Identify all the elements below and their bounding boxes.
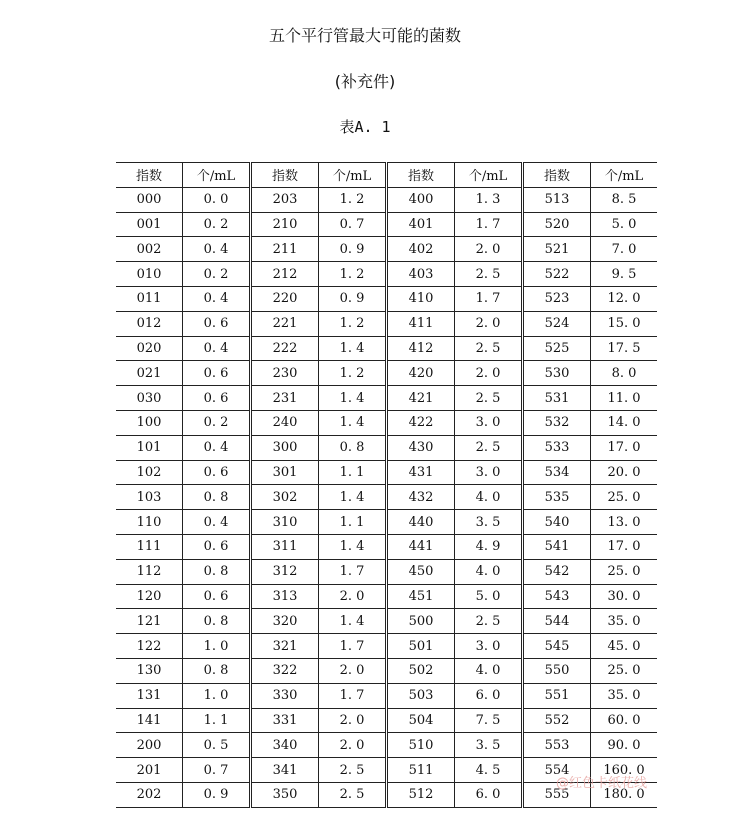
index-cell: 231 (251, 386, 319, 411)
header-index: 指数 (116, 163, 183, 188)
value-cell: 12. 0 (591, 286, 658, 311)
index-cell: 504 (387, 708, 455, 733)
index-cell: 520 (523, 212, 591, 237)
value-cell: 0. 4 (183, 510, 251, 535)
index-cell: 431 (387, 460, 455, 485)
value-cell: 2. 0 (455, 237, 523, 262)
table-row (116, 311, 657, 336)
value-cell: 13. 0 (591, 510, 658, 535)
index-cell: 222 (251, 336, 319, 361)
value-cell: 0. 0 (183, 187, 251, 212)
index-cell: 101 (116, 435, 183, 460)
value-cell: 3. 0 (455, 460, 523, 485)
index-cell: 221 (251, 311, 319, 336)
index-cell: 131 (116, 683, 183, 708)
value-cell: 2. 5 (455, 386, 523, 411)
value-cell: 9. 5 (591, 262, 658, 287)
index-cell: 322 (251, 658, 319, 683)
index-cell: 513 (523, 187, 591, 212)
index-cell: 511 (387, 758, 455, 783)
value-cell: 1. 1 (183, 708, 251, 733)
index-cell: 532 (523, 410, 591, 435)
value-cell: 2. 5 (455, 336, 523, 361)
value-cell: 2. 0 (319, 708, 387, 733)
value-cell: 0. 6 (183, 534, 251, 559)
index-cell: 535 (523, 485, 591, 510)
index-cell: 240 (251, 410, 319, 435)
value-cell: 0. 6 (183, 386, 251, 411)
index-cell: 421 (387, 386, 455, 411)
table-row (116, 534, 657, 559)
value-cell: 0. 8 (319, 435, 387, 460)
index-cell: 510 (387, 733, 455, 758)
table-row (116, 609, 657, 634)
value-cell: 0. 4 (183, 336, 251, 361)
value-cell: 0. 2 (183, 410, 251, 435)
index-cell: 331 (251, 708, 319, 733)
value-cell: 17. 0 (591, 534, 658, 559)
index-cell: 310 (251, 510, 319, 535)
table-row (116, 410, 657, 435)
value-cell: 20. 0 (591, 460, 658, 485)
value-cell: 0. 8 (183, 609, 251, 634)
index-cell: 312 (251, 559, 319, 584)
value-cell: 1. 7 (319, 683, 387, 708)
value-cell: 6. 0 (455, 782, 523, 807)
index-cell: 012 (116, 311, 183, 336)
index-cell: 544 (523, 609, 591, 634)
value-cell: 3. 5 (455, 733, 523, 758)
header-index: 指数 (251, 163, 319, 188)
index-cell: 341 (251, 758, 319, 783)
value-cell: 2. 5 (319, 758, 387, 783)
value-cell: 6. 0 (455, 683, 523, 708)
index-cell: 330 (251, 683, 319, 708)
value-cell: 11. 0 (591, 386, 658, 411)
index-cell: 122 (116, 634, 183, 659)
index-cell: 300 (251, 435, 319, 460)
index-cell: 541 (523, 534, 591, 559)
value-cell: 35. 0 (591, 609, 658, 634)
value-cell: 5. 0 (591, 212, 658, 237)
table-row (116, 212, 657, 237)
value-cell: 2. 5 (455, 435, 523, 460)
index-cell: 202 (116, 782, 183, 807)
index-cell: 200 (116, 733, 183, 758)
header-value: 个/mL (455, 163, 523, 188)
index-cell: 403 (387, 262, 455, 287)
value-cell: 0. 4 (183, 237, 251, 262)
value-cell: 1. 1 (319, 510, 387, 535)
value-cell: 4. 9 (455, 534, 523, 559)
index-cell: 321 (251, 634, 319, 659)
value-cell: 2. 0 (455, 311, 523, 336)
value-cell: 1. 7 (319, 559, 387, 584)
value-cell: 1. 4 (319, 410, 387, 435)
index-cell: 021 (116, 361, 183, 386)
value-cell: 1. 2 (319, 262, 387, 287)
value-cell: 0. 4 (183, 286, 251, 311)
value-cell: 0. 6 (183, 584, 251, 609)
index-cell: 011 (116, 286, 183, 311)
index-cell: 410 (387, 286, 455, 311)
index-cell: 500 (387, 609, 455, 634)
index-cell: 120 (116, 584, 183, 609)
value-cell: 3. 0 (455, 634, 523, 659)
index-cell: 020 (116, 336, 183, 361)
index-cell: 522 (523, 262, 591, 287)
table-row (116, 262, 657, 287)
value-cell: 1. 2 (319, 361, 387, 386)
index-cell: 450 (387, 559, 455, 584)
index-cell: 523 (523, 286, 591, 311)
value-cell: 3. 5 (455, 510, 523, 535)
watermark: @红色卡纸花线 (556, 776, 648, 791)
index-cell: 501 (387, 634, 455, 659)
table-row (116, 485, 657, 510)
mpn-table (116, 162, 657, 808)
table-row (116, 460, 657, 485)
index-cell: 540 (523, 510, 591, 535)
header-value: 个/mL (591, 163, 658, 188)
value-cell: 1. 0 (183, 634, 251, 659)
index-cell: 110 (116, 510, 183, 535)
index-cell: 503 (387, 683, 455, 708)
value-cell: 2. 0 (319, 584, 387, 609)
index-cell: 422 (387, 410, 455, 435)
value-cell: 2. 0 (455, 361, 523, 386)
index-cell: 311 (251, 534, 319, 559)
value-cell: 45. 0 (591, 634, 658, 659)
index-cell: 121 (116, 609, 183, 634)
value-cell: 7. 5 (455, 708, 523, 733)
table-row (116, 386, 657, 411)
index-cell: 141 (116, 708, 183, 733)
value-cell: 1. 2 (319, 187, 387, 212)
header-index: 指数 (523, 163, 591, 188)
index-cell: 203 (251, 187, 319, 212)
index-cell: 521 (523, 237, 591, 262)
index-cell: 103 (116, 485, 183, 510)
table-row (116, 584, 657, 609)
table-row (116, 286, 657, 311)
index-cell: 412 (387, 336, 455, 361)
value-cell: 60. 0 (591, 708, 658, 733)
value-cell: 4. 0 (455, 485, 523, 510)
value-cell: 30. 0 (591, 584, 658, 609)
index-cell: 440 (387, 510, 455, 535)
table-row (116, 237, 657, 262)
value-cell: 17. 0 (591, 435, 658, 460)
index-cell: 554 (523, 758, 591, 783)
index-cell: 112 (116, 559, 183, 584)
value-cell: 1. 4 (319, 609, 387, 634)
index-cell: 430 (387, 435, 455, 460)
index-cell: 010 (116, 262, 183, 287)
index-cell: 401 (387, 212, 455, 237)
value-cell: 0. 6 (183, 311, 251, 336)
value-cell: 2. 0 (319, 733, 387, 758)
value-cell: 1. 0 (183, 683, 251, 708)
index-cell: 534 (523, 460, 591, 485)
value-cell: 1. 4 (319, 534, 387, 559)
index-cell: 001 (116, 212, 183, 237)
table-row (116, 510, 657, 535)
index-cell: 402 (387, 237, 455, 262)
table-row (116, 658, 657, 683)
index-cell: 502 (387, 658, 455, 683)
value-cell: 2. 5 (455, 609, 523, 634)
index-cell: 512 (387, 782, 455, 807)
value-cell: 1. 7 (319, 634, 387, 659)
value-cell: 25. 0 (591, 559, 658, 584)
value-cell: 0. 2 (183, 212, 251, 237)
index-cell: 553 (523, 733, 591, 758)
table-body (116, 187, 657, 807)
index-cell: 030 (116, 386, 183, 411)
index-cell: 524 (523, 311, 591, 336)
value-cell: 25. 0 (591, 658, 658, 683)
value-cell: 0. 9 (319, 237, 387, 262)
value-cell: 0. 9 (319, 286, 387, 311)
index-cell: 411 (387, 311, 455, 336)
value-cell: 0. 8 (183, 485, 251, 510)
document-title: 五个平行管最大可能的菌数 (268, 26, 461, 45)
value-cell: 1. 3 (455, 187, 523, 212)
index-cell: 100 (116, 410, 183, 435)
value-cell: 1. 4 (319, 485, 387, 510)
value-cell: 15. 0 (591, 311, 658, 336)
index-cell: 533 (523, 435, 591, 460)
index-cell: 530 (523, 361, 591, 386)
index-cell: 542 (523, 559, 591, 584)
value-cell: 1. 2 (319, 311, 387, 336)
table-row (116, 187, 657, 212)
index-cell: 000 (116, 187, 183, 212)
table-row (116, 634, 657, 659)
value-cell: 90. 0 (591, 733, 658, 758)
value-cell: 180. 0 (591, 782, 658, 807)
value-cell: 14. 0 (591, 410, 658, 435)
value-cell: 2. 0 (319, 658, 387, 683)
table-row (116, 559, 657, 584)
value-cell: 2. 5 (455, 262, 523, 287)
table-row (116, 435, 657, 460)
value-cell: 35. 0 (591, 683, 658, 708)
index-cell: 451 (387, 584, 455, 609)
index-cell: 531 (523, 386, 591, 411)
index-cell: 230 (251, 361, 319, 386)
index-cell: 212 (251, 262, 319, 287)
index-cell: 420 (387, 361, 455, 386)
index-cell: 320 (251, 609, 319, 634)
header-value: 个/mL (319, 163, 387, 188)
table-label: 表A. 1 (339, 118, 391, 136)
table-row (116, 336, 657, 361)
index-cell: 555 (523, 782, 591, 807)
index-cell: 201 (116, 758, 183, 783)
index-cell: 550 (523, 658, 591, 683)
index-cell: 543 (523, 584, 591, 609)
index-cell: 313 (251, 584, 319, 609)
value-cell: 8. 0 (591, 361, 658, 386)
value-cell: 0. 8 (183, 658, 251, 683)
table-header (116, 163, 657, 188)
index-cell: 301 (251, 460, 319, 485)
index-cell: 210 (251, 212, 319, 237)
index-cell: 350 (251, 782, 319, 807)
value-cell: 7. 0 (591, 237, 658, 262)
value-cell: 0. 5 (183, 733, 251, 758)
value-cell: 160. 0 (591, 758, 658, 783)
value-cell: 1. 7 (455, 212, 523, 237)
document-subtitle: (补充件) (334, 72, 396, 91)
index-cell: 525 (523, 336, 591, 361)
header-index: 指数 (387, 163, 455, 188)
value-cell: 8. 5 (591, 187, 658, 212)
value-cell: 17. 5 (591, 336, 658, 361)
index-cell: 400 (387, 187, 455, 212)
value-cell: 0. 7 (319, 212, 387, 237)
index-cell: 551 (523, 683, 591, 708)
value-cell: 0. 4 (183, 435, 251, 460)
value-cell: 0. 6 (183, 361, 251, 386)
value-cell: 2. 5 (319, 782, 387, 807)
value-cell: 4. 5 (455, 758, 523, 783)
index-cell: 220 (251, 286, 319, 311)
table-row (116, 733, 657, 758)
header-value: 个/mL (183, 163, 251, 188)
value-cell: 0. 7 (183, 758, 251, 783)
value-cell: 3. 0 (455, 410, 523, 435)
index-cell: 002 (116, 237, 183, 262)
table-row (116, 361, 657, 386)
index-cell: 111 (116, 534, 183, 559)
index-cell: 552 (523, 708, 591, 733)
index-cell: 211 (251, 237, 319, 262)
value-cell: 0. 6 (183, 460, 251, 485)
value-cell: 0. 8 (183, 559, 251, 584)
index-cell: 441 (387, 534, 455, 559)
value-cell: 4. 0 (455, 559, 523, 584)
index-cell: 102 (116, 460, 183, 485)
value-cell: 25. 0 (591, 485, 658, 510)
index-cell: 130 (116, 658, 183, 683)
index-cell: 302 (251, 485, 319, 510)
value-cell: 0. 9 (183, 782, 251, 807)
value-cell: 5. 0 (455, 584, 523, 609)
value-cell: 0. 2 (183, 262, 251, 287)
table-row (116, 683, 657, 708)
header-row (116, 163, 657, 188)
index-cell: 340 (251, 733, 319, 758)
index-cell: 432 (387, 485, 455, 510)
value-cell: 1. 4 (319, 386, 387, 411)
value-cell: 1. 1 (319, 460, 387, 485)
table-row (116, 708, 657, 733)
index-cell: 545 (523, 634, 591, 659)
value-cell: 1. 4 (319, 336, 387, 361)
value-cell: 4. 0 (455, 658, 523, 683)
value-cell: 1. 7 (455, 286, 523, 311)
